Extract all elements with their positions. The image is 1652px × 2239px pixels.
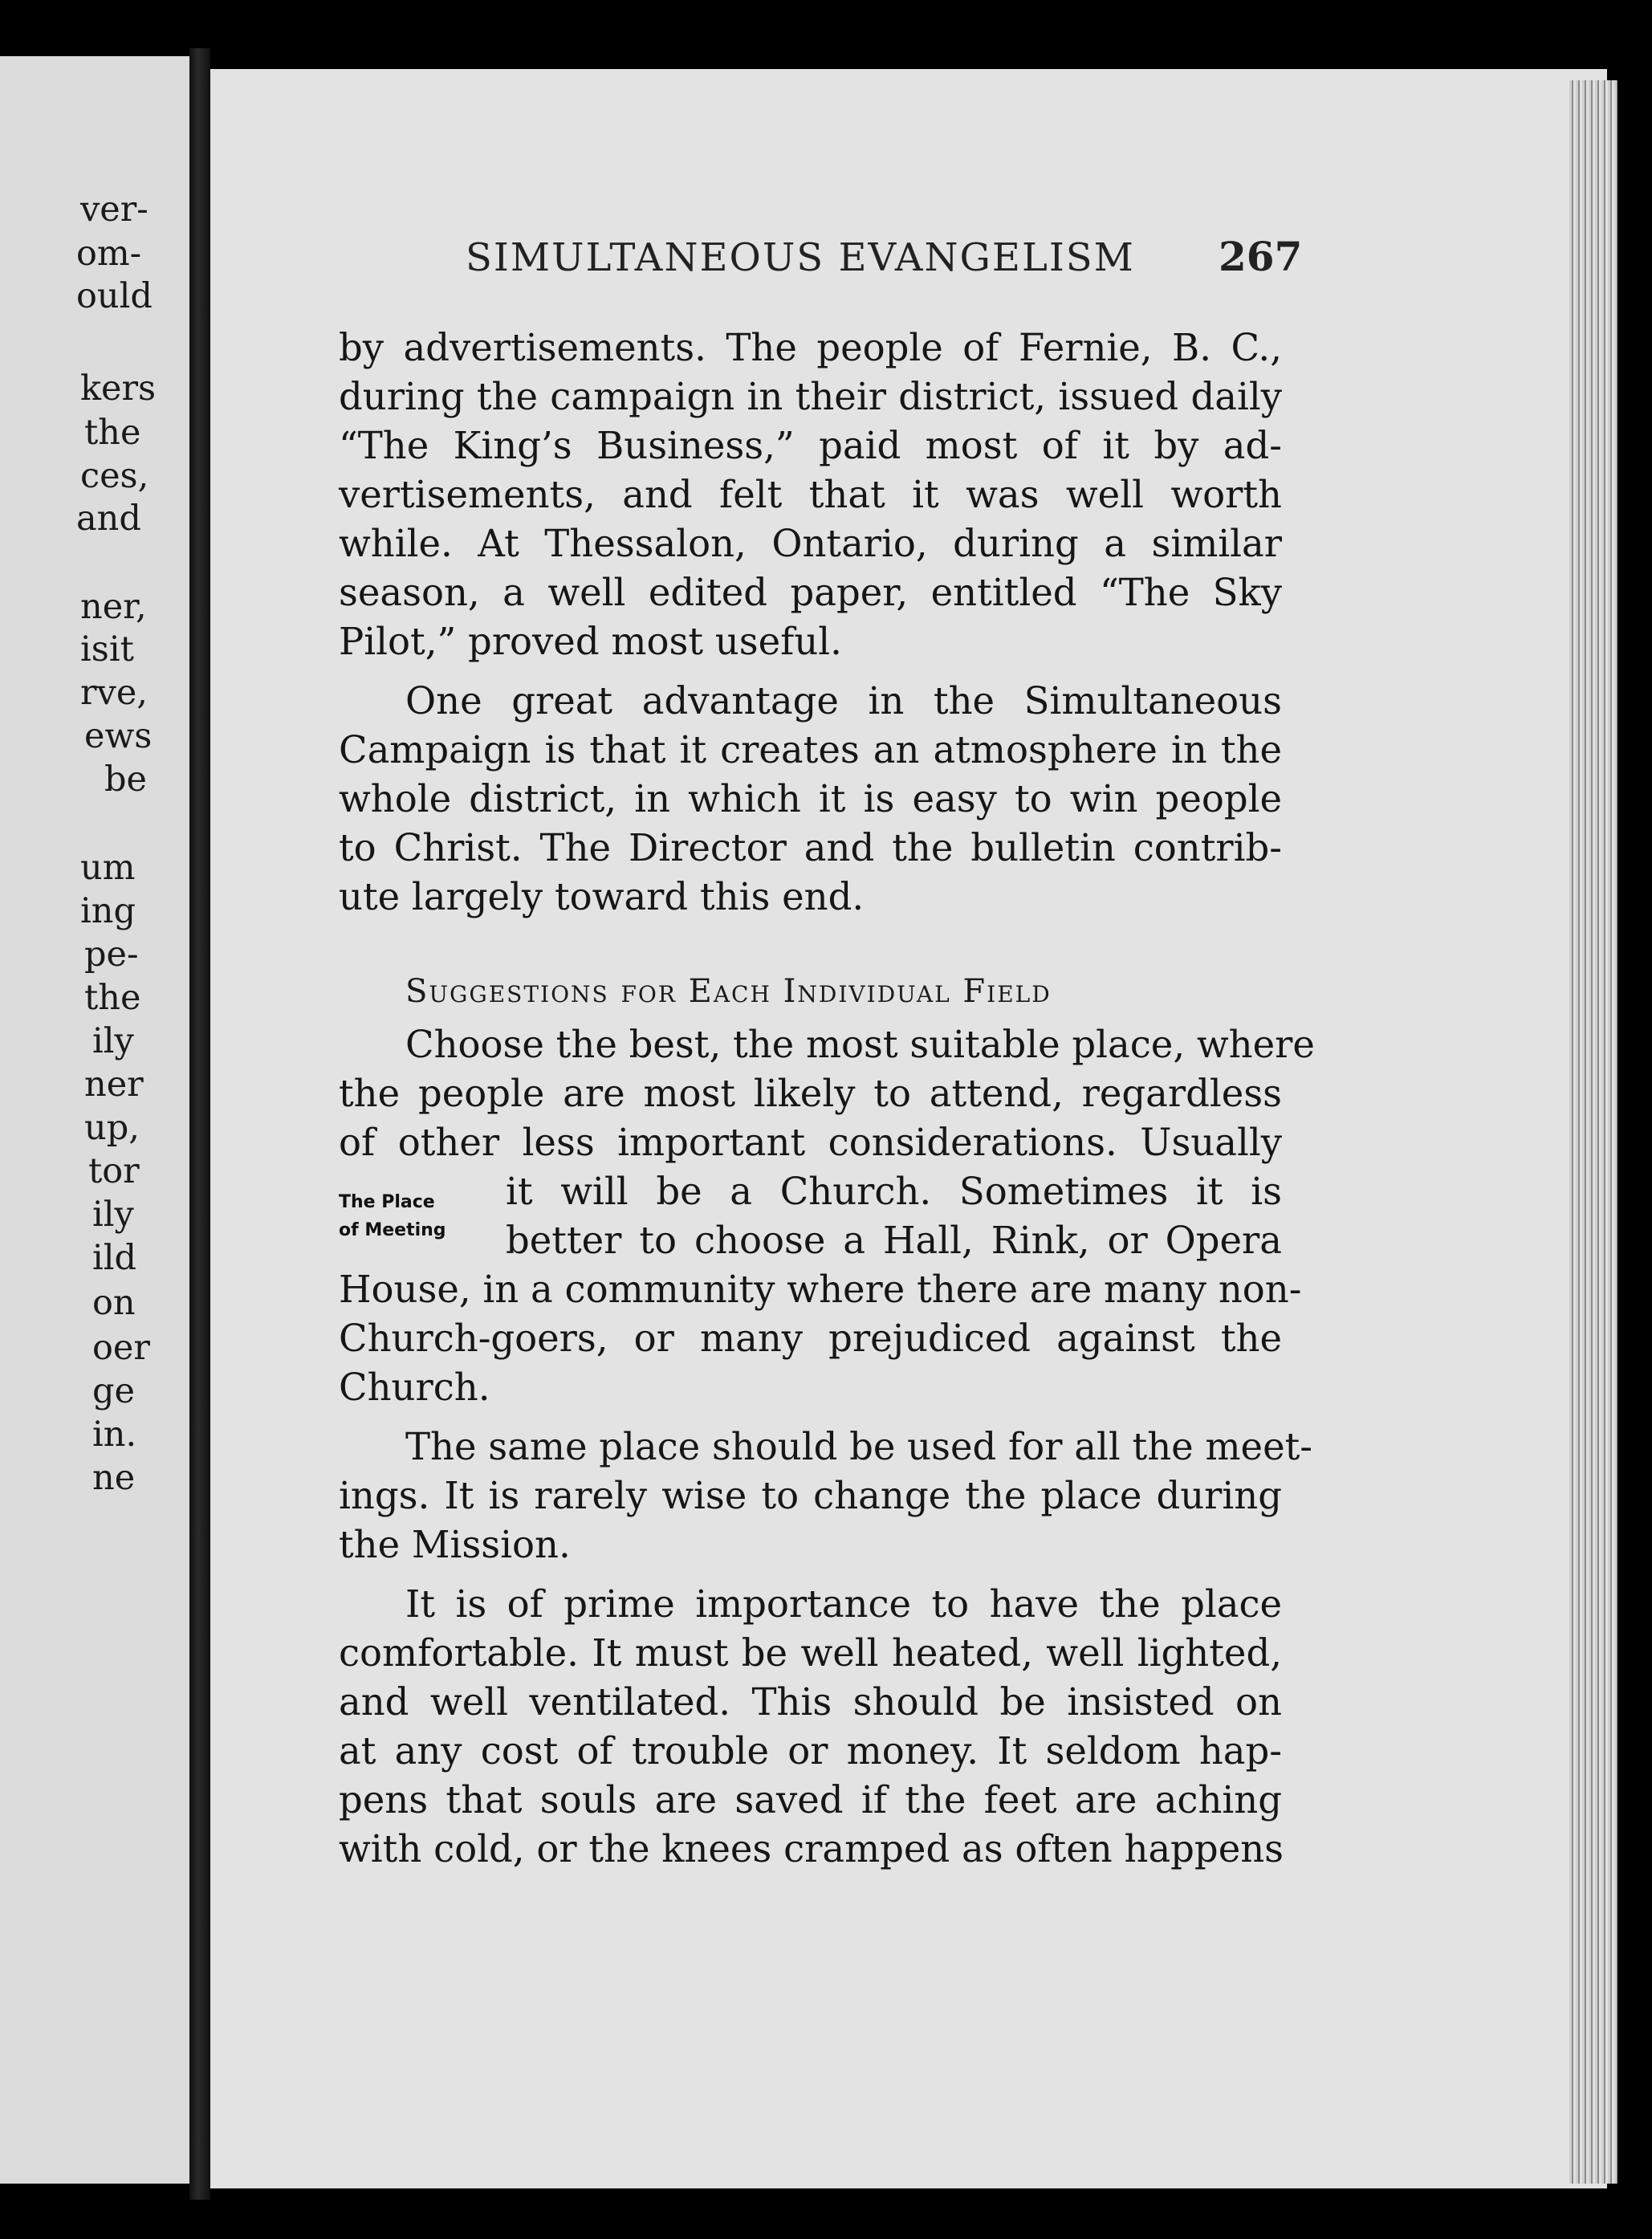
text-line: Choose the best, the most suitable place, where — [405, 1023, 1315, 1066]
text-line: during the campaign in their district, issued daily — [339, 375, 1282, 418]
left-text-fragment: ily — [92, 1195, 134, 1235]
left-text-fragment: om- — [76, 234, 142, 274]
text-line: the Mission. — [339, 1523, 571, 1566]
left-text-fragment: in. — [92, 1415, 137, 1455]
book-gutter — [189, 48, 210, 2200]
left-text-fragment: ne — [92, 1458, 136, 1498]
text-line: by advertisements. The people of Fernie, B. C., — [339, 326, 1282, 369]
text-line: comfortable. It must be well heated, well lighted, — [339, 1631, 1282, 1675]
text-line: and well ventilated. This should be insisted on — [339, 1680, 1282, 1724]
text-line: season, a well edited paper, entitled “The Sky — [339, 571, 1282, 614]
left-text-fragment: the — [84, 413, 141, 453]
left-text-fragment: ces, — [80, 456, 149, 496]
facing-page-fragment — [0, 56, 189, 2184]
text-line: the people are most likely to attend, regardless — [339, 1072, 1282, 1115]
left-text-fragment: ews — [84, 716, 153, 756]
page-number: 267 — [1219, 233, 1303, 280]
running-title: SIMULTANEOUS EVANGELISM — [466, 235, 1135, 280]
left-text-fragment: ner, — [80, 587, 147, 627]
left-text-fragment: ing — [80, 891, 136, 931]
left-text-fragment: oer — [92, 1328, 150, 1368]
text-line: Church. — [339, 1366, 490, 1409]
text-line: whole district, in which it is easy to win people — [339, 777, 1282, 820]
left-text-fragment: ge — [92, 1371, 135, 1411]
left-text-fragment: ild — [92, 1238, 137, 1278]
text-line: Church-goers, or many prejudiced against the — [339, 1317, 1282, 1360]
left-text-fragment: up, — [84, 1108, 140, 1148]
left-text-fragment: ould — [76, 276, 153, 316]
margin-note: The Place — [339, 1192, 435, 1212]
left-text-fragment: and — [76, 499, 141, 539]
left-text-fragment: rve, — [80, 673, 148, 713]
left-text-fragment: be — [104, 759, 147, 800]
text-line: while. At Thessalon, Ontario, during a similar — [339, 522, 1282, 565]
left-text-fragment: tor — [88, 1151, 140, 1191]
left-text-fragment: on — [92, 1283, 136, 1323]
text-line: of other less important considerations. Usually — [339, 1121, 1282, 1164]
page-edge — [1569, 80, 1617, 2184]
left-text-fragment: isit — [80, 629, 134, 670]
text-line: ings. It is rarely wise to change the place during — [339, 1474, 1282, 1517]
text-line: The same place should be used for all the meet- — [405, 1425, 1312, 1468]
text-line: it will be a Church. Sometimes it is — [506, 1170, 1282, 1213]
text-line: One great advantage in the Simultaneous — [405, 679, 1282, 723]
text-line: with cold, or the knees cramped as often happens — [339, 1827, 1284, 1871]
left-text-fragment: ver- — [80, 189, 149, 230]
text-line: pens that souls are saved if the feet are aching — [339, 1778, 1282, 1822]
left-text-fragment: ily — [92, 1021, 134, 1061]
text-line: at any cost of trouble or money. It seldom hap- — [339, 1729, 1282, 1773]
left-text-fragment: kers — [80, 368, 157, 409]
text-line: ute largely toward this end. — [339, 875, 865, 918]
text-line: It is of prime importance to have the place — [405, 1582, 1282, 1626]
text-line: Pilot,” proved most useful. — [339, 620, 842, 663]
section-heading: Suggestions for Each Individual Field — [405, 973, 1052, 1010]
margin-note: of Meeting — [339, 1220, 446, 1240]
left-text-fragment: ner — [84, 1065, 144, 1105]
text-line: to Christ. The Director and the bulletin contrib- — [339, 826, 1282, 869]
text-line: “The King’s Business,” paid most of it by ad- — [339, 424, 1282, 467]
left-text-fragment: pe- — [84, 934, 139, 975]
text-line: Campaign is that it creates an atmosphere in the — [339, 728, 1282, 771]
left-text-fragment: um — [80, 848, 136, 888]
text-line: House, in a community where there are many non- — [339, 1268, 1302, 1311]
text-line: vertisements, and felt that it was well worth — [339, 473, 1282, 516]
text-line: better to choose a Hall, Rink, or Opera — [506, 1219, 1282, 1262]
left-text-fragment: the — [84, 978, 141, 1018]
